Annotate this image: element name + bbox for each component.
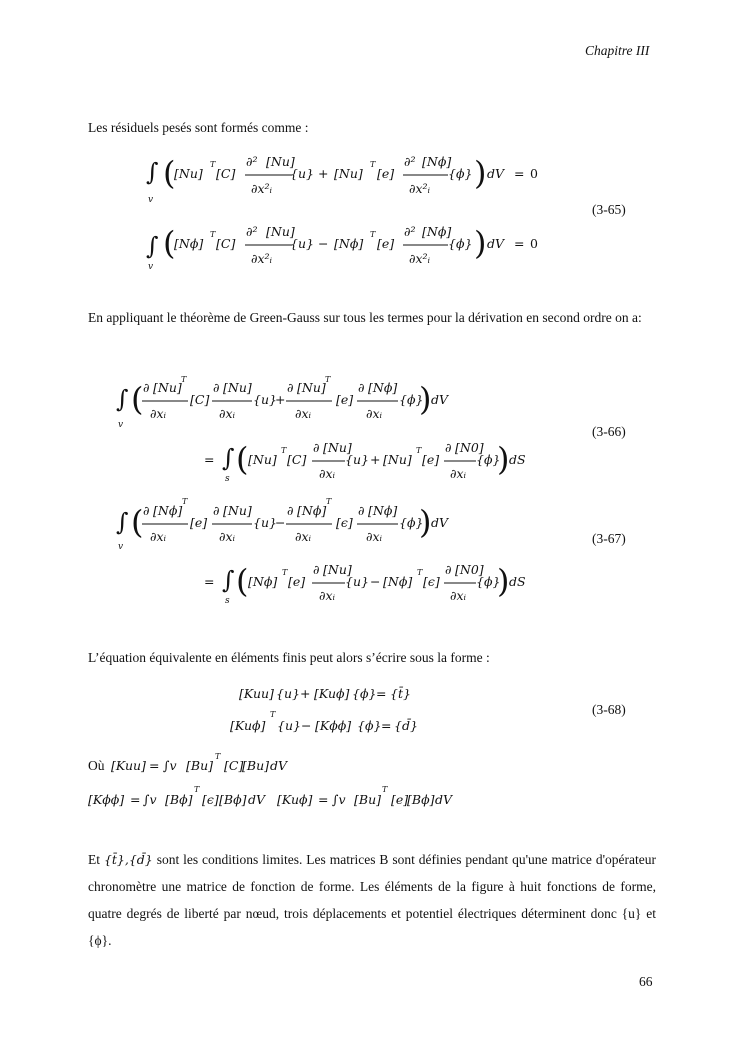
- equation-number-3-68: (3-68): [592, 702, 626, 717]
- paragraph-body: sont les conditions limites. Les matrices B sont définies pendant qu'une matrice d'opérateur chronomètre une matrice de fonction de forme. Les éléments de la figure à huit fonctions de forme, quatre degrés de liberté par nœud, trois déplacements et potentiel électriques déterminent donc {u} et {ϕ}.: [88, 852, 657, 948]
- paragraph-finite-element: L’équation équivalente en éléments finis peut alors s’écrire sous la forme :: [88, 650, 490, 665]
- paragraph-green-gauss: En appliquant le théorème de Green-Gauss sur tous les termes pour la dérivation en second ordre on a:: [88, 310, 642, 325]
- paragraph-lead: Et: [88, 852, 100, 867]
- equation-number-3-65: (3-65): [592, 202, 626, 217]
- chapter-header: Chapitre III: [585, 43, 650, 58]
- paragraph-weighted-residuals: Les résiduels pesés sont formés comme :: [88, 120, 309, 135]
- integral-sign: ∫: [146, 158, 159, 186]
- page-number: 66: [639, 974, 653, 989]
- boundary-condition-symbols: {t̄},{d̄}: [103, 852, 153, 867]
- equation-number-3-66: (3-66): [592, 424, 626, 439]
- equation-number-3-67: (3-67): [592, 531, 626, 546]
